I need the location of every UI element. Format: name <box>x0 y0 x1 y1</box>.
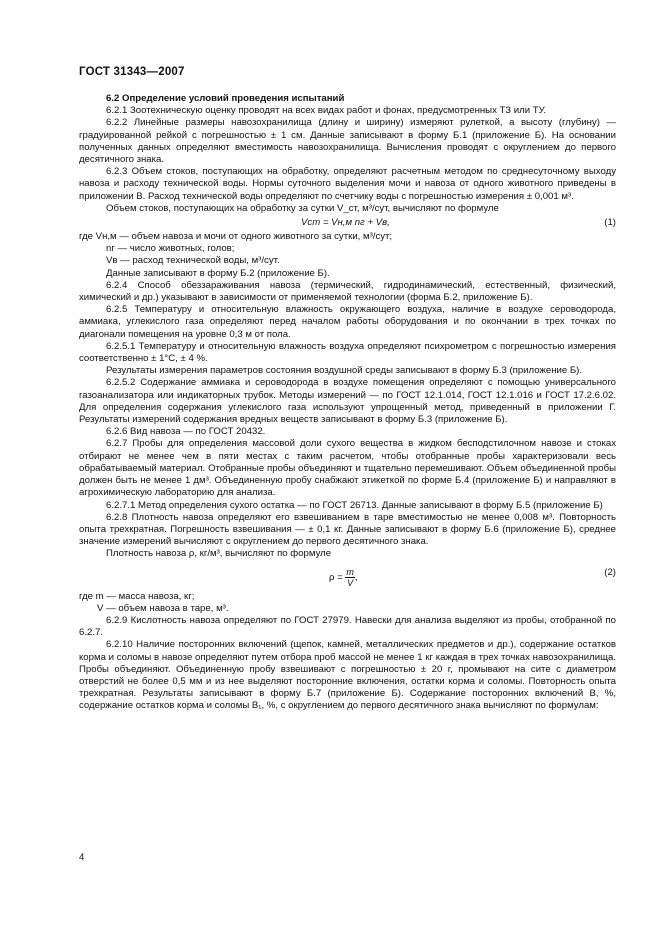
formula-1-expression: Vст = Vн,м nг + Vв, <box>301 217 390 229</box>
paragraph: 6.2.7.1 Метод определения сухого остатка — по ГОСТ 26713. Данные записывают в форму Б.5 (приложение Б) <box>106 499 603 511</box>
paragraph: 6.2.5.2 Содержание аммиака и сероводорода в воздухе помещения определяют с помощью универсального газоанализатора или индикаторных трубок. Методы измерений — по ГОСТ 12.1.014, ГОСТ 12.1.016 и ГОСТ 17.2.6.02. Для определения содержания углекислого газа используют упрощенный метод, приведенный в приложении Г. Результаты измерений содержания вредных веществ записывают в форму Б.3 (приложение Б). <box>79 377 616 426</box>
page-number: 4 <box>79 852 85 863</box>
paragraph: 6.2.5.1 Температуру и относительную влажность воздуха определяют психрометром с погрешностью измерения соответственно ± 1°С, ± 4 %. <box>79 340 616 365</box>
paragraph: 6.2.9 Кислотность навоза определяют по ГОСТ 27979. Навески для анализа выделяют из пробы, отобранной по 6.2.7. <box>79 614 616 639</box>
paragraph: 6.2.10 Наличие посторонних включений (щепок, камней, металлических предметов и др.), содержание остатков корма и соломы в навозе определяют путем отбора проб массой не менее 1 кг каждая в трех точках навозохранилища. Пробы объединяют. Объединенную пробу взвешивают с погрешностью ± 20 г, промывают на сите с диаметром отверстий не более 0,5 мм и из нее выделяют посторонние включения, остатки корма и соломы. Повторность опыта трехкратная. Результаты записывают в форму Б.7 (приложение Б). Содержание посторонних включений B, %, содержание остатков корма и соломы B₁, %, с округлением до первого десятичного знака вычисляют по формулам: <box>79 639 616 712</box>
paragraph: Объем стоков, поступающих на обработку за сутки V_ст, м³/сут, вычисляют по формуле <box>106 202 499 214</box>
paragraph: 6.2.6 Вид навоза — по ГОСТ 20432. <box>106 426 266 438</box>
paragraph: 6.2.8 Плотность навоза определяют его взвешиванием в таре вместимостью не менее 0,008 м³. Повторность опыта трехкратная. Погрешность взвешивания — ± 0,1 кг. Данные записывают в форму Б.6 (приложение Б), среднее значение измерений вычисляют с округлением до первого десятичного знака. <box>79 511 616 548</box>
formula-definition: Vв — расход технической воды, м³/сут. <box>106 255 280 267</box>
section-heading: 6.2 Определение условий проведения испытаний <box>106 93 345 104</box>
formula-definition: где Vн,м — объем навоза и мочи от одного животного за сутки, м³/сут; <box>79 231 393 243</box>
formula-2 <box>79 561 616 591</box>
document-header: ГОСТ 31343—2007 <box>79 66 185 78</box>
paragraph: Плотность навоза ρ, кг/м³, вычисляют по формуле <box>106 548 332 560</box>
paragraph: 6.2.4 Способ обеззараживания навоза (термический, гидродинамический, естественный, физический, химический и др.) указывают в зависимости от применяемой технологии (форма Б.2, приложение Б). <box>79 279 616 304</box>
document-body <box>79 93 616 713</box>
formula-1-number: (1) <box>604 217 616 229</box>
formula-definition: V — объем навоза в таре, м³. <box>97 602 229 614</box>
formula-2-fraction <box>345 567 355 588</box>
formula-2-numerator: m <box>346 566 354 577</box>
formula-2-number: (2) <box>604 566 616 578</box>
paragraph: Данные записывают в форму Б.2 (приложение Б). <box>106 267 330 279</box>
formula-2-denominator: V <box>347 577 354 588</box>
formula-definition: nг — число животных, голов; <box>106 243 235 255</box>
formula-definition: где m — масса навоза, кг; <box>79 590 195 602</box>
formula-2-expression: ρ = $\frac{m}{V}$ , <box>329 566 358 588</box>
paragraph: 6.2.5 Температуру и относительную влажность окружающего воздуха, наличие в воздухе сероводорода, аммиака, углекислого газа определяют перед началом работы оборудования и по окончании в трех точках по диагонали помещения на уровне 0,3 м от пола. <box>79 304 616 340</box>
paragraph: 6.2.1 Зоотехническую оценку проводят на всех видах работ и фонах, предусмотренных ТЗ или ТУ. <box>106 105 547 117</box>
formula-2-lhs: ρ = <box>329 571 343 583</box>
paragraph: Результаты измерения параметров состояния воздушной среды записывают в форму Б.3 (приложение Б). <box>106 365 583 377</box>
paragraph: 6.2.2 Линейные размеры навозохранилища (длину и ширину) измеряют рулеткой, а высоту (глубину) — градуированной рейкой с погрешностью ± 1 см. Данные записывают в форму Б.1 (приложение Б). На основании полученных данных определяют вместимость навозохранилища. Вычисления проводят с округлением до первого десятичного знака. <box>79 117 616 166</box>
formula-1 <box>79 215 616 231</box>
paragraph: 6.2.7 Пробы для определения массовой доли сухого вещества в жидком бесподстилочном навозе и стоках отбирают не менее чем в пяти местах с таким расчетом, чтобы отобранные пробы характеризовали весь обрабатываемый материал. Отобранные пробы объединяют и тщательно перемешивают. Объем объединенной пробы должен быть не менее 1 дм³. Объединенную пробу снабжают этикеткой по форме Б.4 (приложение Б) и направляют в агрохимическую лабораторию для анализа. <box>79 438 616 499</box>
paragraph: 6.2.3 Объем стоков, поступающих на обработку, определяют расчетным методом по среднесуточному выходу навоза и расходу технической воды. Нормы суточного выделения мочи и навоза от одного животного приведены в приложении В. Расход технической воды определяют по счетчику воды с погрешностью измерения ± 0,001 м³. <box>79 166 616 202</box>
